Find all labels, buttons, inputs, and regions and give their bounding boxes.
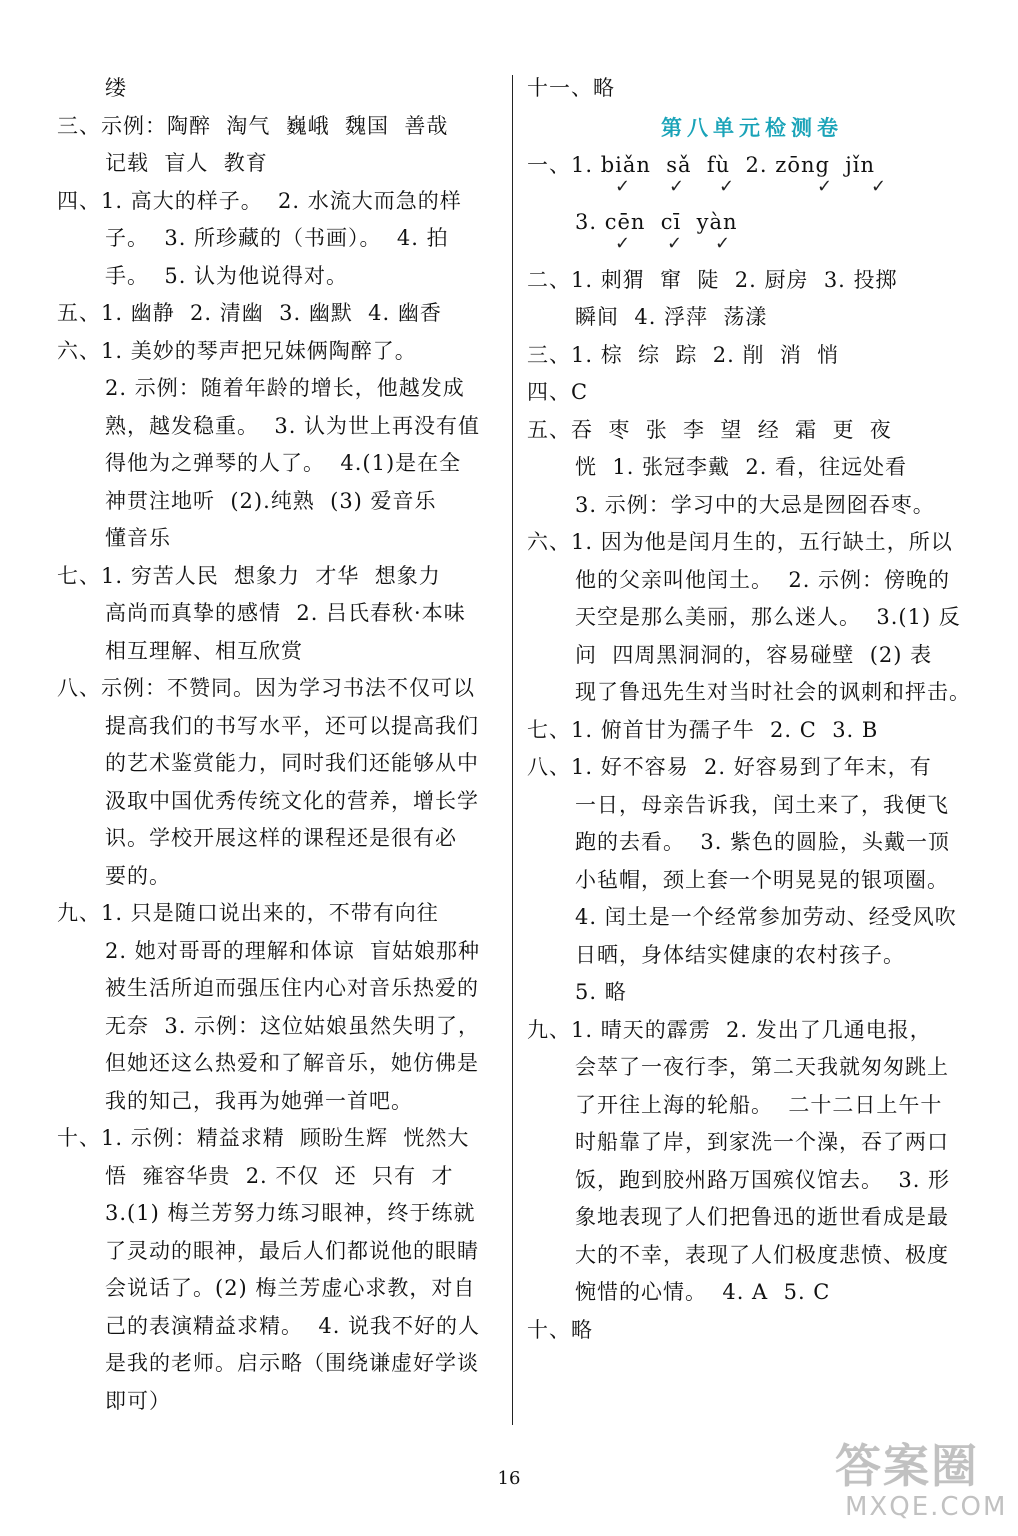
answer-line: 饭，跑到胶州路万国殡仪馆去。 3. 形	[575, 1167, 951, 1192]
answer-line: 小毡帽，颈上套一个明晃晃的银项圈。	[575, 867, 949, 892]
answer-line: 八、1. 好不容易 2. 好容易到了年末，有	[527, 755, 932, 779]
answer-line: 2. 她对哥哥的理解和体谅 盲姑娘那种	[105, 938, 481, 963]
answer-line: 恍 1. 张冠李戴 2. 看，往远处看	[575, 455, 908, 479]
answer-line: 高尚而真挚的感情 2. 吕氏春秋·本味	[105, 601, 466, 625]
answer-line: 四、1. 高大的样子。 2. 水流大而急的样	[57, 188, 462, 213]
answer-line: 手。 5. 认为他说得对。	[105, 263, 349, 288]
answer-line: 即可）	[105, 1388, 171, 1413]
answer-line: 九、1. 只是随口说出来的，不带有向往	[57, 901, 439, 925]
right-answer-list	[527, 262, 977, 1350]
watermark-top: 答案圈	[835, 1439, 979, 1493]
page-number: 16	[497, 1468, 521, 1489]
answer-line: 缕	[105, 76, 127, 100]
answer-line: 识。学校开展这样的课程还是很有必	[105, 826, 457, 850]
right-column	[527, 70, 977, 1349]
answer-line: 瞬间 4. 浮萍 荡漾	[575, 305, 768, 329]
answer-line: 但她还这么热爱和了解音乐，她仿佛是	[105, 1051, 479, 1075]
check-mark-icon: ✓	[719, 175, 735, 197]
answer-line: 无奈 3. 示例：这位姑娘虽然失明了，	[105, 1013, 481, 1038]
answer-line: 己的表演精益求精。 4. 说我不好的人	[105, 1313, 481, 1338]
pinyin-line: 一、1. biǎn sǎ fù 2. zōng jǐn	[527, 152, 876, 177]
answer-line: 我的知己，我再为她弹一首吧。	[105, 1088, 413, 1113]
answer-line: 五、吞 枣 张 李 望 经 霜 更 夜	[527, 417, 892, 442]
answer-line: 的艺术鉴赏能力，同时我们还能够从中	[105, 751, 479, 775]
answer-line: 三、1. 棕 综 踪 2. 削 消 悄	[527, 342, 840, 367]
left-column	[57, 70, 507, 1420]
answer-line: 现了鲁迅先生对当时社会的讽刺和抨击。	[575, 680, 971, 704]
answer-line: 熟，越发稳重。 3. 认为世上再没有值	[105, 413, 481, 438]
check-mark-icon: ✓	[615, 232, 631, 254]
pinyin-line: 3. cēn cī yàn	[575, 209, 738, 234]
answer-line: 象地表现了人们把鲁迅的逝世看成是最	[575, 1205, 949, 1229]
column-divider	[512, 75, 513, 1425]
answer-line: 七、1. 穷苦人民 想象力 才华 想象力	[57, 563, 441, 588]
answer-line: 十、1. 示例：精益求精 顾盼生辉 恍然大	[57, 1126, 470, 1150]
answer-line: 被生活所迫而强压住内心对音乐热爱的	[105, 976, 479, 1000]
section-title: 第八单元检测卷	[661, 114, 843, 140]
pinyin-row	[527, 205, 977, 262]
pinyin-row	[527, 148, 977, 205]
answer-line: 懂音乐	[105, 526, 171, 550]
answer-line: 2. 示例：随着年龄的增长，他越发成	[105, 376, 465, 400]
answer-line: 六、1. 因为他是闰月生的，五行缺土，所以	[527, 530, 953, 554]
answer-line: 二、1. 刺猬 窜 陡 2. 厨房 3. 投掷	[527, 267, 898, 292]
answer-line: 一日，母亲告诉我，闰土来了，我便飞	[575, 792, 949, 817]
answer-line: 时船靠了岸，到家洗一个澡，吞了两口	[575, 1130, 949, 1154]
watermark-bottom: MXQE.COM	[845, 1492, 1008, 1522]
check-mark-icon: ✓	[615, 175, 631, 197]
answer-line: 惋惜的心情。 4. A 5. C	[575, 1280, 831, 1304]
answer-line: 他的父亲叫他闰土。 2. 示例：傍晚的	[575, 567, 951, 592]
answer-line: 提高我们的书写水平，还可以提高我们	[105, 713, 479, 738]
answer-line: 是我的老师。启示略（围绕谦虚好学谈	[105, 1351, 479, 1375]
answer-line: 汲取中国优秀传统文化的营养，增长学	[105, 788, 479, 813]
answer-line: 相互理解、相互欣赏	[105, 638, 303, 663]
answer-line: 十、略	[527, 1317, 593, 1342]
check-mark-icon: ✓	[669, 175, 685, 197]
answer-line: 4. 闰土是一个经常参加劳动、经受风吹	[575, 905, 957, 929]
answer-line: 3. 示例：学习中的大忌是囫囵吞枣。	[575, 492, 935, 517]
answer-line: 要的。	[105, 863, 171, 888]
answer-line: 七、1. 俯首甘为孺子牛 2. C 3. B	[527, 717, 879, 742]
answer-line: 三、示例：陶醉 淘气 巍峨 魏国 善哉	[57, 113, 449, 138]
answer-line: 了开往上海的轮船。 二十二日上午十	[575, 1092, 943, 1117]
check-mark-icon: ✓	[667, 232, 683, 254]
answer-line: 得他为之弹琴的人了。 4.(1)是在全	[105, 451, 462, 475]
answer-line: 大的不幸，表现了人们极度悲愤、极度	[575, 1242, 949, 1267]
answer-line: 跑的去看。 3. 紫色的圆脸，头戴一顶	[575, 830, 951, 854]
check-mark-icon: ✓	[871, 175, 887, 197]
answer-line: 天空是那么美丽，那么迷人。 3.(1) 反	[575, 605, 961, 629]
check-mark-icon: ✓	[817, 175, 833, 197]
answer-line: 五、1. 幽静 2. 清幽 3. 幽默 4. 幽香	[57, 301, 442, 325]
answer-line: 八、示例：不赞同。因为学习书法不仅可以	[57, 676, 475, 700]
answer-line: 了灵动的眼神，最后人们都说他的眼睛	[105, 1238, 479, 1263]
answer-line: 日晒，身体结实健康的农村孩子。	[575, 942, 905, 967]
answer-line: 九、1. 晴天的霹雳 2. 发出了几通电报，	[527, 1017, 932, 1042]
answer-line: 会萃了一夜行李，第二天我就匆匆跳上	[575, 1055, 949, 1079]
answer-line: 记载 盲人 教育	[105, 151, 268, 175]
answer-line: 十一、略	[527, 76, 615, 100]
answer-line: 子。 3. 所珍藏的（书画）。 4. 拍	[105, 226, 449, 250]
answer-line: 悟 雍容华贵 2. 不仅 还 只有 才	[105, 1163, 454, 1188]
answer-line: 问 四周黑洞洞的，容易碰壁 (2) 表	[575, 642, 933, 667]
answer-line: 神贯注地听 (2).纯熟 (3) 爱音乐	[105, 488, 437, 513]
answer-line: 会说话了。(2) 梅兰芳虚心求教，对自	[105, 1276, 476, 1300]
answer-line: 四、C	[527, 380, 589, 404]
answer-line: 5. 略	[575, 980, 627, 1004]
answer-line: 六、1. 美妙的琴声把兄妹俩陶醉了。	[57, 338, 417, 363]
check-mark-icon: ✓	[715, 232, 731, 254]
watermark-logo	[835, 1440, 1015, 1532]
answer-line: 3.(1) 梅兰芳努力练习眼神，终于练就	[105, 1201, 476, 1225]
